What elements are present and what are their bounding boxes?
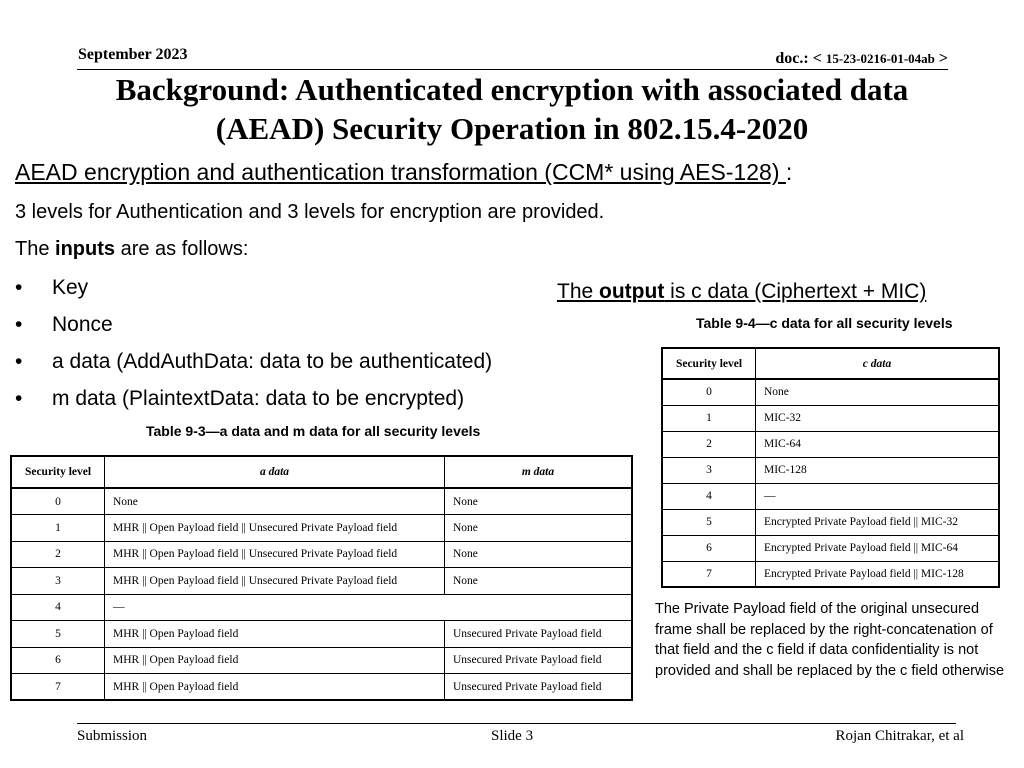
bullet-text: Nonce — [52, 313, 113, 336]
cell-a: MHR || Open Payload field || Unsecured Private Payload field — [105, 568, 445, 595]
cell-m: None — [445, 568, 633, 595]
table-row — [662, 535, 999, 561]
col-m-data: m data — [445, 456, 633, 488]
table-row — [11, 594, 632, 621]
cell-level: 6 — [11, 647, 105, 674]
header-date: September 2023 — [78, 46, 188, 63]
doc-label: doc.: < — [775, 50, 822, 67]
title-line-1: Background: Authenticated encryption with associated data — [115, 72, 909, 107]
list-item — [15, 385, 492, 422]
cell-a: MHR || Open Payload field || Unsecured Private Payload field — [105, 541, 445, 568]
output-prefix: The — [557, 280, 600, 303]
cell-c: Encrypted Private Payload field || MIC-64 — [756, 535, 1000, 561]
cell-c: — — [756, 483, 1000, 509]
cell-level: 2 — [662, 431, 756, 457]
table-row — [662, 561, 999, 587]
bullet-icon: • — [15, 276, 23, 299]
table-row — [662, 457, 999, 483]
inputs-suffix: are as follows: — [115, 238, 249, 260]
table-row — [662, 405, 999, 431]
aead-subtitle-text: AEAD encryption and authentication transformation (CCM* using AES-128) — [15, 159, 786, 185]
cell-c: None — [756, 379, 1000, 405]
cell-level: 4 — [662, 483, 756, 509]
footer-author: Rojan Chitrakar, et al — [835, 728, 964, 744]
footer-divider — [77, 723, 956, 724]
header-doc-id — [775, 50, 948, 68]
cell-level: 0 — [662, 379, 756, 405]
inputs-bold: inputs — [55, 238, 116, 260]
bullet-text: Key — [52, 276, 89, 299]
output-suffix: is c data (Ciphertext + MIC) — [664, 280, 927, 303]
table-row — [11, 488, 632, 515]
cell-m: None — [445, 488, 633, 515]
table-row — [11, 568, 632, 595]
private-payload-note: The Private Payload field of the original unsecured frame shall be replaced by the right-concatenation of that field and the c field if data confidentiality is not provided and shall be replaced by the c field otherwise — [655, 601, 1005, 679]
cell-c: MIC-32 — [756, 405, 1000, 431]
cell-m: Unsecured Private Payload field — [445, 674, 633, 701]
table-row — [11, 647, 632, 674]
inputs-heading — [15, 238, 248, 261]
cell-level: 6 — [662, 535, 756, 561]
col-c-data: c data — [756, 348, 1000, 379]
cell-m: Unsecured Private Payload field — [445, 621, 633, 648]
cell-c: Encrypted Private Payload field || MIC-128 — [756, 561, 1000, 587]
cell-c: MIC-64 — [756, 431, 1000, 457]
table-row — [11, 541, 632, 568]
table-a-caption: Table 9-3—a data and m data for all security levels — [146, 423, 481, 439]
table-row — [662, 509, 999, 535]
cell-level: 7 — [11, 674, 105, 701]
cell-level: 4 — [11, 594, 105, 621]
bullet-icon: • — [15, 350, 23, 373]
cell-level: 0 — [11, 488, 105, 515]
list-item — [15, 274, 492, 311]
table-row — [662, 379, 999, 405]
table-c-data — [661, 347, 1000, 588]
bullet-text: a data (AddAuthData: data to be authenticated) — [52, 350, 493, 373]
bullet-icon: • — [15, 313, 23, 336]
cell-a: — — [105, 594, 633, 621]
cell-c: Encrypted Private Payload field || MIC-32 — [756, 509, 1000, 535]
table-header-row — [11, 456, 632, 488]
doc-number: 15-23-0216-01-04ab — [825, 51, 935, 66]
cell-level: 5 — [662, 509, 756, 535]
output-bold: output — [599, 280, 665, 303]
aead-subtitle — [15, 159, 792, 186]
col-a-data: a data — [105, 456, 445, 488]
cell-m: Unsecured Private Payload field — [445, 647, 633, 674]
cell-level: 7 — [662, 561, 756, 587]
list-item — [15, 311, 492, 348]
bullet-text: m data (PlaintextData: data to be encrypted) — [52, 387, 465, 410]
table-row — [11, 621, 632, 648]
table-row — [11, 515, 632, 542]
footer-submission: Submission — [77, 728, 148, 744]
cell-m: None — [445, 541, 633, 568]
footer-slide-number: Slide 3 — [491, 728, 534, 744]
levels-text: 3 levels for Authentication and 3 levels for encryption are provided. — [15, 201, 605, 223]
cell-m: None — [445, 515, 633, 542]
cell-level: 2 — [11, 541, 105, 568]
cell-a: MHR || Open Payload field — [105, 647, 445, 674]
cell-a: MHR || Open Payload field || Unsecured Private Payload field — [105, 515, 445, 542]
bullet-icon: • — [15, 387, 23, 410]
doc-end: > — [938, 50, 948, 67]
cell-level: 1 — [662, 405, 756, 431]
table-a-data — [10, 455, 633, 701]
cell-a: None — [105, 488, 445, 515]
slide-title — [40, 70, 984, 148]
inputs-prefix: The — [15, 238, 56, 260]
aead-subtitle-colon: : — [785, 159, 793, 185]
table-c-caption: Table 9-4—c data for all security levels — [696, 315, 953, 331]
list-item — [15, 348, 492, 385]
cell-a: MHR || Open Payload field — [105, 621, 445, 648]
table-header-row — [662, 348, 999, 379]
table-row — [662, 431, 999, 457]
col-security-level: Security level — [662, 348, 756, 379]
cell-c: MIC-128 — [756, 457, 1000, 483]
cell-level: 1 — [11, 515, 105, 542]
cell-level: 3 — [662, 457, 756, 483]
inputs-list — [15, 274, 492, 422]
table-row — [11, 674, 632, 701]
table-row — [662, 483, 999, 509]
cell-level: 5 — [11, 621, 105, 648]
output-text — [557, 280, 926, 304]
cell-level: 3 — [11, 568, 105, 595]
title-line-2: (AEAD) Security Operation in 802.15.4-2020 — [215, 111, 809, 146]
cell-a: MHR || Open Payload field — [105, 674, 445, 701]
col-security-level: Security level — [11, 456, 105, 488]
